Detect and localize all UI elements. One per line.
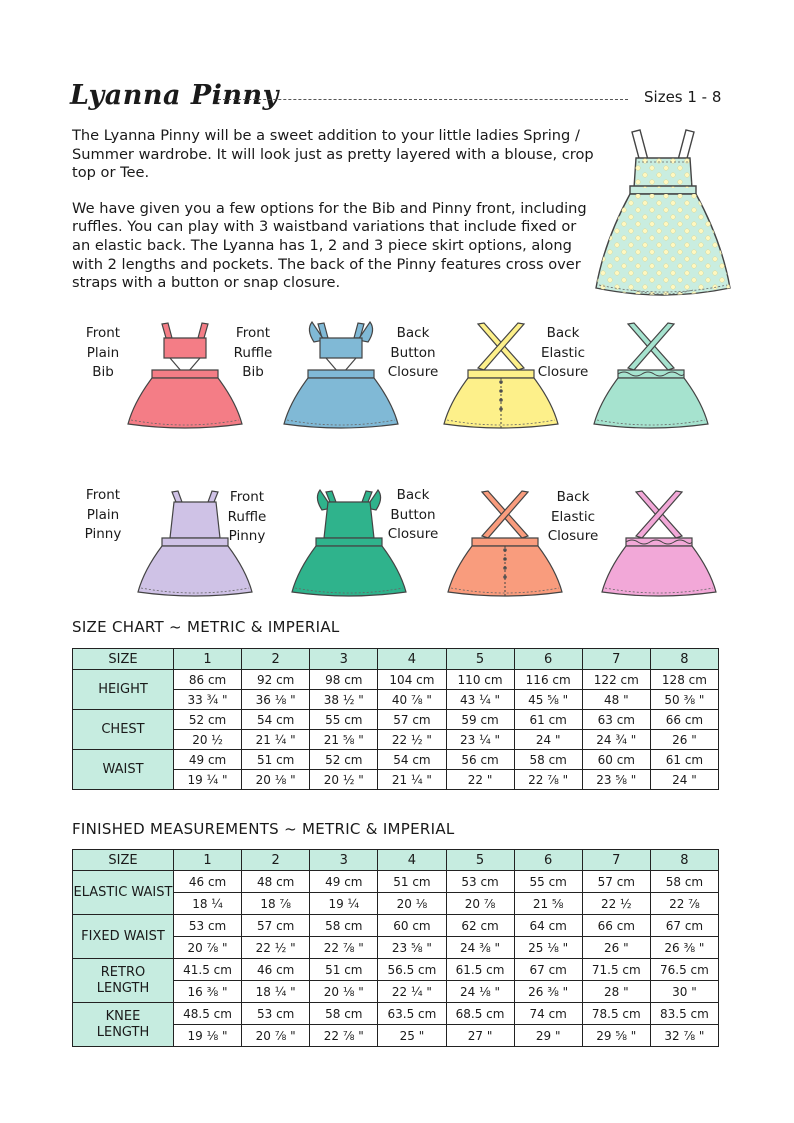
imperial-cell: 18 ⅞ [242,893,310,915]
metric-cell: 61 cm [514,710,582,730]
metric-cell: 63.5 cm [378,1003,446,1025]
metric-cell: 78.5 cm [582,1003,650,1025]
metric-cell: 56.5 cm [378,959,446,981]
size-column-header: 4 [378,850,446,871]
metric-cell: 60 cm [582,750,650,770]
metric-cell: 83.5 cm [650,1003,718,1025]
imperial-cell: 18 ¼ [174,893,242,915]
imperial-cell: 26 ⅜ " [650,937,718,959]
imperial-cell: 22 ⅞ " [514,770,582,790]
size-column-header: 1 [174,850,242,871]
imperial-cell: 21 ⅝ " [310,730,378,750]
size-header-cell: SIZE [73,649,174,670]
metric-cell: 51 cm [378,871,446,893]
imperial-cell: 27 " [446,1025,514,1047]
metric-cell: 41.5 cm [174,959,242,981]
imperial-cell: 30 " [650,981,718,1003]
imperial-cell: 43 ¼ " [446,690,514,710]
metric-cell: 57 cm [378,710,446,730]
table-header-row [73,649,719,670]
imperial-cell: 48 " [582,690,650,710]
metric-cell: 63 cm [582,710,650,730]
imperial-cell: 19 ⅛ " [174,1025,242,1047]
hero-strap [632,130,648,162]
imperial-cell: 20 ⅛ " [310,981,378,1003]
finished-measurements-table [72,849,719,1047]
imperial-cell: 22 ½ " [378,730,446,750]
metric-cell: 67 cm [650,915,718,937]
table-row-metric [73,959,719,981]
option-label-back-button: Back Button Closure [387,487,439,542]
finished-measurements-title: FINISHED MEASUREMENTS ~ METRIC & IMPERIAL [72,820,455,838]
imperial-cell: 25 " [378,1025,446,1047]
size-column-header: 6 [514,850,582,871]
metric-cell: 64 cm [514,915,582,937]
imperial-cell: 21 ⅝ [514,893,582,915]
imperial-cell: 20 ½ [174,730,242,750]
imperial-cell: 20 ⅞ " [174,937,242,959]
imperial-cell: 21 ¼ " [242,730,310,750]
metric-cell: 46 cm [242,959,310,981]
metric-cell: 53 cm [174,915,242,937]
imperial-cell: 24 ⅜ " [446,937,514,959]
size-column-header: 1 [174,649,242,670]
imperial-cell: 26 " [582,937,650,959]
size-column-header: 6 [514,649,582,670]
metric-cell: 57 cm [582,871,650,893]
row-label: WAIST [73,750,174,790]
imperial-cell: 18 ¼ " [242,981,310,1003]
metric-cell: 55 cm [514,871,582,893]
table-row-metric [73,1003,719,1025]
metric-cell: 68.5 cm [446,1003,514,1025]
table-row-metric [73,670,719,690]
imperial-cell: 16 ⅜ " [174,981,242,1003]
imperial-cell: 19 ¼ " [174,770,242,790]
imperial-cell: 28 " [582,981,650,1003]
imperial-cell: 40 ⅞ " [378,690,446,710]
row-label: RETRO LENGTH [73,959,174,1003]
metric-cell: 86 cm [174,670,242,690]
imperial-cell: 23 ⅝ " [378,937,446,959]
metric-cell: 58 cm [514,750,582,770]
imperial-cell: 22 ⅞ " [310,937,378,959]
intro-paragraph-2: We have given you a few options for the Bib and Pinny front, including ruffles. You can play with 3 waistband variations that include fixed or an elastic back. The Lyanna has 1, 2 and 3 piece skirt options, along with 2 lengths and pockets. The back of the Pinny features cross over straps with a button or snap closure. [72,199,587,292]
metric-cell: 49 cm [310,871,378,893]
metric-cell: 59 cm [446,710,514,730]
option-label-back-elastic: Back Elastic Closure [537,325,589,380]
metric-cell: 62 cm [446,915,514,937]
imperial-cell: 33 ¾ " [174,690,242,710]
imperial-cell: 20 ⅛ " [242,770,310,790]
table-row-metric [73,710,719,730]
imperial-cell: 19 ¼ [310,893,378,915]
size-column-header: 2 [242,649,310,670]
imperial-cell: 22 ¼ " [378,981,446,1003]
imperial-cell: 22 ⅞ [650,893,718,915]
metric-cell: 66 cm [582,915,650,937]
imperial-cell: 20 ½ " [310,770,378,790]
imperial-cell: 22 ½ " [242,937,310,959]
metric-cell: 116 cm [514,670,582,690]
imperial-cell: 22 ½ [582,893,650,915]
metric-cell: 98 cm [310,670,378,690]
metric-cell: 51 cm [310,959,378,981]
option-label-front-bib: Front Plain Bib [85,325,121,380]
metric-cell: 54 cm [378,750,446,770]
metric-cell: 49 cm [174,750,242,770]
size-chart-table [72,648,719,790]
imperial-cell: 22 " [446,770,514,790]
option-label-back-button: Back Button Closure [387,325,439,380]
option-illustration-back-elastic [592,320,710,430]
imperial-cell: 36 ⅛ " [242,690,310,710]
size-range: Sizes 1 - 8 [644,88,722,106]
metric-cell: 92 cm [242,670,310,690]
row-label: KNEE LENGTH [73,1003,174,1047]
metric-cell: 53 cm [446,871,514,893]
imperial-cell: 24 ¾ " [582,730,650,750]
size-column-header: 7 [582,649,650,670]
imperial-cell: 26 " [650,730,718,750]
size-column-header: 8 [650,850,718,871]
option-label-front-ruffle-pinny: Front Ruffle Pinny [227,489,267,544]
imperial-cell: 26 ⅜ " [514,981,582,1003]
imperial-cell: 22 ⅞ " [310,1025,378,1047]
metric-cell: 71.5 cm [582,959,650,981]
table-header-row [73,850,719,871]
size-column-header: 8 [650,649,718,670]
metric-cell: 46 cm [174,871,242,893]
metric-cell: 58 cm [650,871,718,893]
metric-cell: 51 cm [242,750,310,770]
size-column-header: 5 [446,850,514,871]
metric-cell: 61.5 cm [446,959,514,981]
imperial-cell: 20 ⅞ " [242,1025,310,1047]
metric-cell: 66 cm [650,710,718,730]
row-label: FIXED WAIST [73,915,174,959]
row-label: HEIGHT [73,670,174,710]
metric-cell: 54 cm [242,710,310,730]
metric-cell: 122 cm [582,670,650,690]
option-label-front-ruffle-bib: Front Ruffle Bib [233,325,273,380]
size-header-cell: SIZE [73,850,174,871]
metric-cell: 52 cm [310,750,378,770]
option-illustration-back-elastic [600,488,718,598]
size-column-header: 2 [242,850,310,871]
imperial-cell: 29 ⅝ " [582,1025,650,1047]
imperial-cell: 24 " [514,730,582,750]
table-row-metric [73,915,719,937]
size-column-header: 4 [378,649,446,670]
metric-cell: 52 cm [174,710,242,730]
option-label-front-pinny: Front Plain Pinny [84,487,122,542]
metric-cell: 60 cm [378,915,446,937]
page-title: Lyanna Pinny [70,80,279,111]
imperial-cell: 20 ⅞ [446,893,514,915]
metric-cell: 48.5 cm [174,1003,242,1025]
metric-cell: 55 cm [310,710,378,730]
imperial-cell: 24 ⅛ " [446,981,514,1003]
imperial-cell: 25 ⅛ " [514,937,582,959]
size-column-header: 5 [446,649,514,670]
size-chart-title: SIZE CHART ~ METRIC & IMPERIAL [72,618,340,636]
row-label: CHEST [73,710,174,750]
imperial-cell: 20 ⅛ [378,893,446,915]
metric-cell: 61 cm [650,750,718,770]
imperial-cell: 21 ¼ " [378,770,446,790]
metric-cell: 110 cm [446,670,514,690]
option-label-back-elastic: Back Elastic Closure [547,489,599,544]
metric-cell: 57 cm [242,915,310,937]
imperial-cell: 24 " [650,770,718,790]
size-column-header: 3 [310,649,378,670]
metric-cell: 56 cm [446,750,514,770]
imperial-cell: 23 ¼ " [446,730,514,750]
size-column-header: 7 [582,850,650,871]
imperial-cell: 32 ⅞ " [650,1025,718,1047]
metric-cell: 67 cm [514,959,582,981]
imperial-cell: 45 ⅝ " [514,690,582,710]
imperial-cell: 29 " [514,1025,582,1047]
metric-cell: 74 cm [514,1003,582,1025]
title-divider [218,99,628,100]
metric-cell: 104 cm [378,670,446,690]
hero-pinny-illustration [592,122,734,300]
table-row-metric [73,750,719,770]
imperial-cell: 50 ⅜ " [650,690,718,710]
intro-paragraph-1: The Lyanna Pinny will be a sweet addition to your little ladies Spring / Summer wardrobe. It will look just as pretty layered with a blouse, crop top or Tee. [72,127,594,182]
row-label: ELASTIC WAIST [73,871,174,915]
size-column-header: 3 [310,850,378,871]
table-row-metric [73,871,719,893]
imperial-cell: 23 ⅝ " [582,770,650,790]
metric-cell: 128 cm [650,670,718,690]
metric-cell: 58 cm [310,1003,378,1025]
imperial-cell: 38 ½ " [310,690,378,710]
metric-cell: 58 cm [310,915,378,937]
metric-cell: 76.5 cm [650,959,718,981]
intro-text [72,127,597,310]
metric-cell: 53 cm [242,1003,310,1025]
metric-cell: 48 cm [242,871,310,893]
